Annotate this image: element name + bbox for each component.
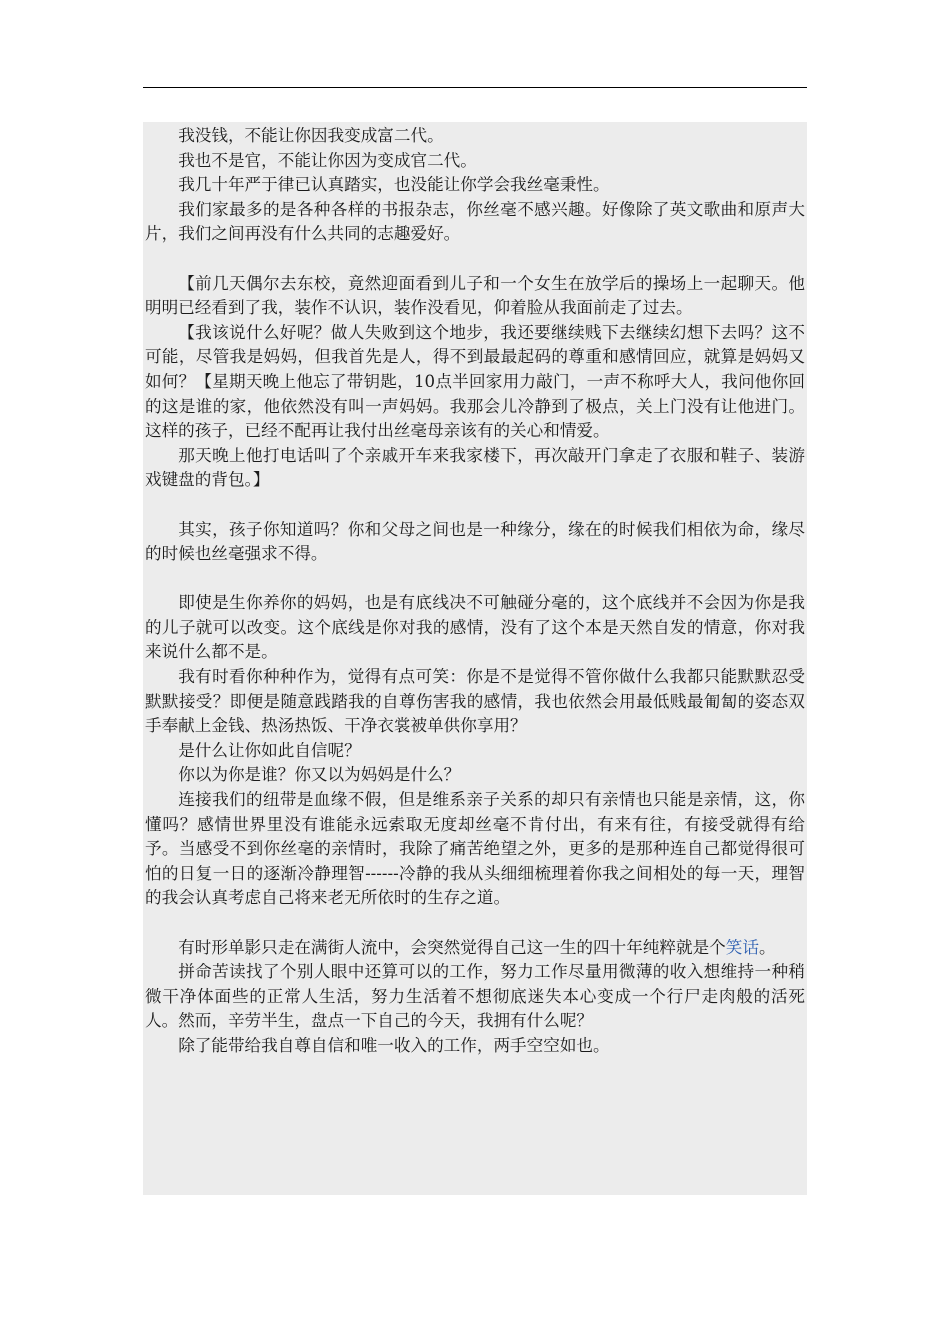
joke-link[interactable]: 笑话 xyxy=(725,937,759,957)
paragraph: 我没钱，不能让你因我变成富二代。 xyxy=(178,126,444,145)
paragraph: 那天晚上他打电话叫了个亲戚开车来我家楼下，再次敲开门拿走了衣服和鞋子、装游戏键盘的背包。】 xyxy=(145,445,805,490)
paragraph: 即使是生你养你的妈妈，也是有底线决不可触碰分毫的，这个底线并不会因为你是我的儿子就可以改变。这个底线是你对我的感情，没有了这个本是天然自发的情意，你对我来说什么都不是。 xyxy=(145,593,805,662)
paragraph: 你以为你是谁？你又以为妈妈是什么？ xyxy=(178,765,461,785)
blank-line xyxy=(145,567,805,592)
paragraph-end: 。 xyxy=(758,937,776,957)
paragraph: 是什么让你如此自信呢？ xyxy=(178,740,361,760)
paragraph: 我几十年严于律已认真踏实，也没能让你学会我丝毫秉性。 xyxy=(178,175,610,195)
paragraph: 除了能带给我自尊自信和唯一收入的工作，两手空空如也。 xyxy=(178,1035,610,1055)
blank-line xyxy=(145,911,805,936)
paragraph: 【我该说什么好呢？做人失败到这个地步，我还要继续贱下去继续幻想下去吗？这不可能，尽管我是妈妈，但我首先是人，得不到最最起码的尊重和感情回应，就算是妈妈又如何？【星期天晚上他忘了带钥匙，10点半回家用力敲门，一声不称呼大人，我问他你回的这是谁的家，他依然没有叫一声妈妈。我那会儿冷静到了极点，关上门没有让他进门。这样的孩子，已经不配再让我付出丝毫母亲该有的关心和情爱。 xyxy=(145,322,805,441)
paragraph: 拼命苦读找了个别人眼中还算可以的工作，努力工作尽量用微薄的收入想维持一种稍微干净体面些的正常人生活，努力生活着不想彻底迷失本心变成一个行尸走肉般的活死人。然而，辛劳半生，盘点一下自己的今天，我拥有什么呢？ xyxy=(145,962,805,1031)
blank-line xyxy=(145,493,805,518)
paragraph: 我有时看你种种作为，觉得有点可笑：你是不是觉得不管你做什么我都只能默默忍受默默接受？即便是随意践踏我的自尊伤害我的感情，我也依然会用最低贱最匍匐的姿态双手奉献上金钱、热汤热饭、干净衣裳被单供你享用？ xyxy=(145,667,805,736)
paragraph: 【前几天偶尔去东校，竟然迎面看到儿子和一个女生在放学后的操场上一起聊天。他明明已经看到了我，装作不认识，装作没看见，仰着脸从我面前走了过去。 xyxy=(145,273,805,318)
paragraph: 我们家最多的是各种各样的书报杂志，你丝毫不感兴趣。好像除了英文歌曲和原声大片，我们之间再没有什么共同的志趣爱好。 xyxy=(145,199,805,244)
paragraph: 其实，孩子你知道吗？你和父母之间也是一种缘分，缘在的时候我们相依为命，缘尽的时候也丝毫强求不得。 xyxy=(145,519,805,564)
paragraph xyxy=(145,936,805,961)
article-body xyxy=(143,122,807,1195)
paragraph: 连接我们的纽带是血缘不假，但是维系亲子关系的却只有亲情也只能是亲情，这，你懂吗？感情世界里没有谁能永远索取无度却丝毫不肯付出，有来有往，有接受就得有给予。当感受不到你丝毫的亲情时，我除了痛苦绝望之外，更多的是那种连自己都觉得很可怕的日复一日的逐渐冷静理智------冷静的我从头细细梳理着你我之间相处的每一天，理智的我会认真考虑自己将来老无所依时的生存之道。 xyxy=(145,790,805,908)
blank-line xyxy=(145,247,805,272)
paragraph-text: 有时形单影只走在满街人流中，会突然觉得自己这一生的四十年纯粹就是个 xyxy=(178,937,726,957)
paragraph: 我也不是官，不能让你因为变成官二代。 xyxy=(178,150,477,170)
header-rule xyxy=(143,87,807,88)
